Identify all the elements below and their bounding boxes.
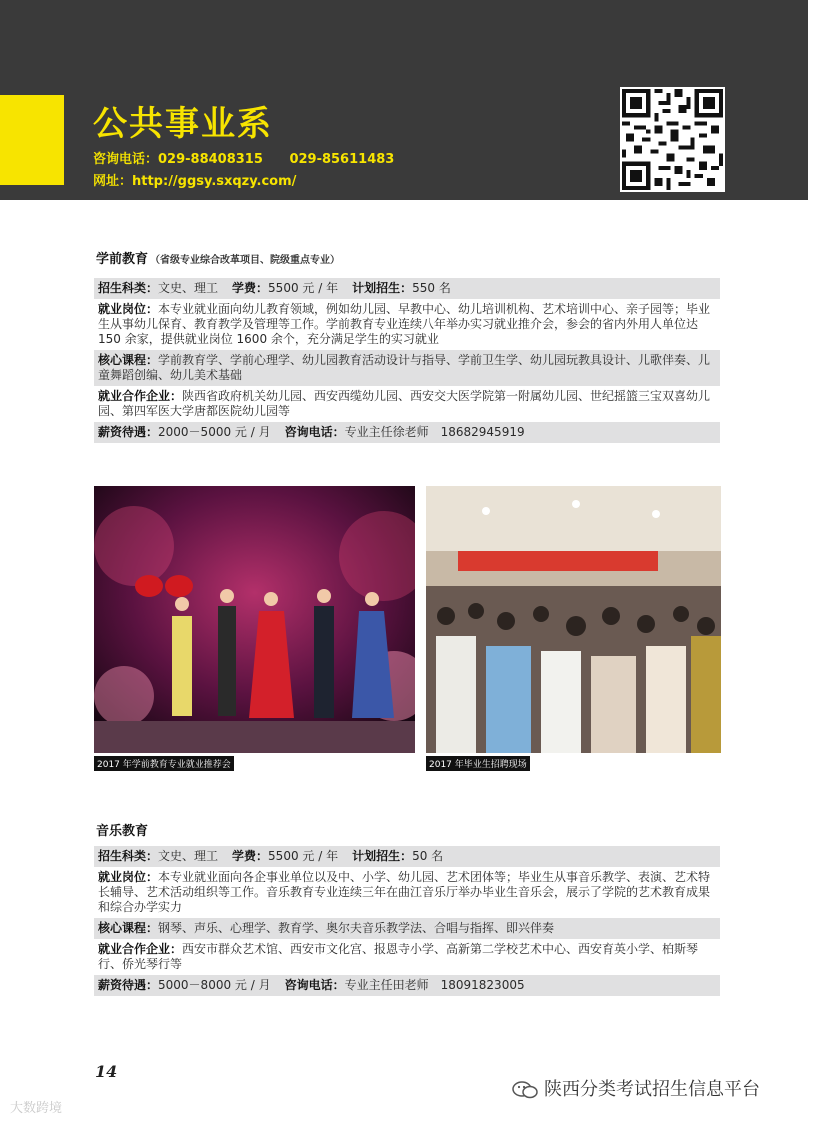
value-plan: 550 名 [412,281,451,295]
value-category: 文史、理工 [158,849,219,863]
photo-caption-2: 2017 年毕业生招聘现场 [426,756,530,771]
section-title-text: 音乐教育 [96,824,149,839]
label-partners: 就业合作企业： [98,389,183,403]
photo-job-fair [426,486,721,753]
phone-2: 029-85611483 [289,152,395,167]
phone-1: 咨询电话：029-88408315 [93,152,263,167]
value-courses: 钢琴、声乐、心理学、教育学、奥尔夫音乐教学法、合唱与指挥、即兴伴奏 [158,921,555,935]
preschool-info-table [94,278,720,443]
label-courses: 核心课程： [98,921,159,935]
value-jobs: 本专业就业面向各企事业单位以及中、小学、幼儿园、艺术团体等；毕业生从事音乐教学、表演、艺术特长辅导、艺术活动组织等工作。音乐教育专业连续三年在曲江音乐厅举办毕业生音乐会，展示了学院的艺术教育成果和综合办学实力 [98,870,711,914]
department-title: 公共事业系 [93,104,273,144]
label-phone: 咨询电话： [284,978,345,992]
info-row-courses [94,350,720,386]
label-plan: 计划招生： [352,281,413,295]
label-category: 招生科类： [98,849,159,863]
value-plan: 50 名 [412,849,444,863]
value-salary: 2000－5000 元 / 月 [158,425,271,439]
section-title-music [96,820,148,839]
info-row-partners [94,386,720,422]
info-row-enrollment [94,278,720,299]
section-subtitle: （省级专业综合改革项目、院级重点专业） [150,255,341,266]
page-number: 14 [95,1062,118,1081]
info-row-jobs [94,299,720,350]
value-partners: 陕西省政府机关幼儿园、西安西缆幼儿园、西安交大医学院第一附属幼儿园、世纪摇篮三宝双喜幼儿园、第四军医大学唐都医院幼儿园等 [98,389,711,418]
website-link[interactable]: 网址：http://ggsy.sxqzy.com/ [93,174,297,189]
brand-text: 陕西分类考试招生信息平台 [544,1079,760,1100]
photo-stage-event [94,486,415,753]
label-jobs: 就业岗位： [98,870,159,884]
label-salary: 薪资待遇： [98,425,159,439]
info-row-enrollment [94,846,720,867]
photo-caption-1: 2017 年学前教育专业就业推荐会 [94,756,234,771]
footer-brand [512,1075,760,1101]
value-salary: 5000－8000 元 / 月 [158,978,271,992]
info-row-courses [94,918,720,939]
section-title-text: 学前教育 [96,252,149,267]
value-category: 文史、理工 [158,281,219,295]
value-courses: 学前教育学、学前心理学、幼儿园教育活动设计与指导、学前卫生学、幼儿园玩教具设计、儿歌伴奏、儿童舞蹈创编、幼儿美术基础 [98,353,711,382]
contact-phones [93,148,416,167]
label-plan: 计划招生： [352,849,413,863]
watermark-text: 大数跨境 [10,1101,63,1116]
page-header [0,0,808,200]
label-tuition: 学费： [232,281,269,295]
info-row-jobs [94,867,720,918]
label-partners: 就业合作企业： [98,942,183,956]
value-partners: 西安市群众艺术馆、西安市文化宫、报恩寺小学、高新第二学校艺术中心、西安育英小学、柏斯琴行、侨光琴行等 [98,942,699,971]
qr-code-icon [620,87,725,192]
info-row-partners [94,939,720,975]
value-phone: 专业主任徐老师 18682945919 [344,425,525,439]
label-jobs: 就业岗位： [98,302,159,316]
header-accent-block [0,95,64,185]
label-tuition: 学费： [232,849,269,863]
wechat-icon [512,1081,538,1099]
section-title-preschool [96,248,340,267]
value-tuition: 5500 元 / 年 [268,849,339,863]
value-jobs: 本专业就业面向幼儿教育领域，例如幼儿园、早教中心、幼儿培训机构、艺术培训中心、亲子园等；毕业生从事幼儿保育、教育教学及管理等工作。学前教育专业连续八年举办实习就业推介会，参会的省内外用人单位达 150 余家，提供就业岗位 1600 余个，充分满足学生的实习就业 [98,302,711,346]
value-tuition: 5500 元 / 年 [268,281,339,295]
label-courses: 核心课程： [98,353,159,367]
info-row-salary [94,422,720,443]
label-salary: 薪资待遇： [98,978,159,992]
value-phone: 专业主任田老师 18091823005 [344,978,525,992]
label-category: 招生科类： [98,281,159,295]
music-info-table [94,846,720,996]
watermark [10,1097,62,1116]
label-phone: 咨询电话： [284,425,345,439]
info-row-salary [94,975,720,996]
